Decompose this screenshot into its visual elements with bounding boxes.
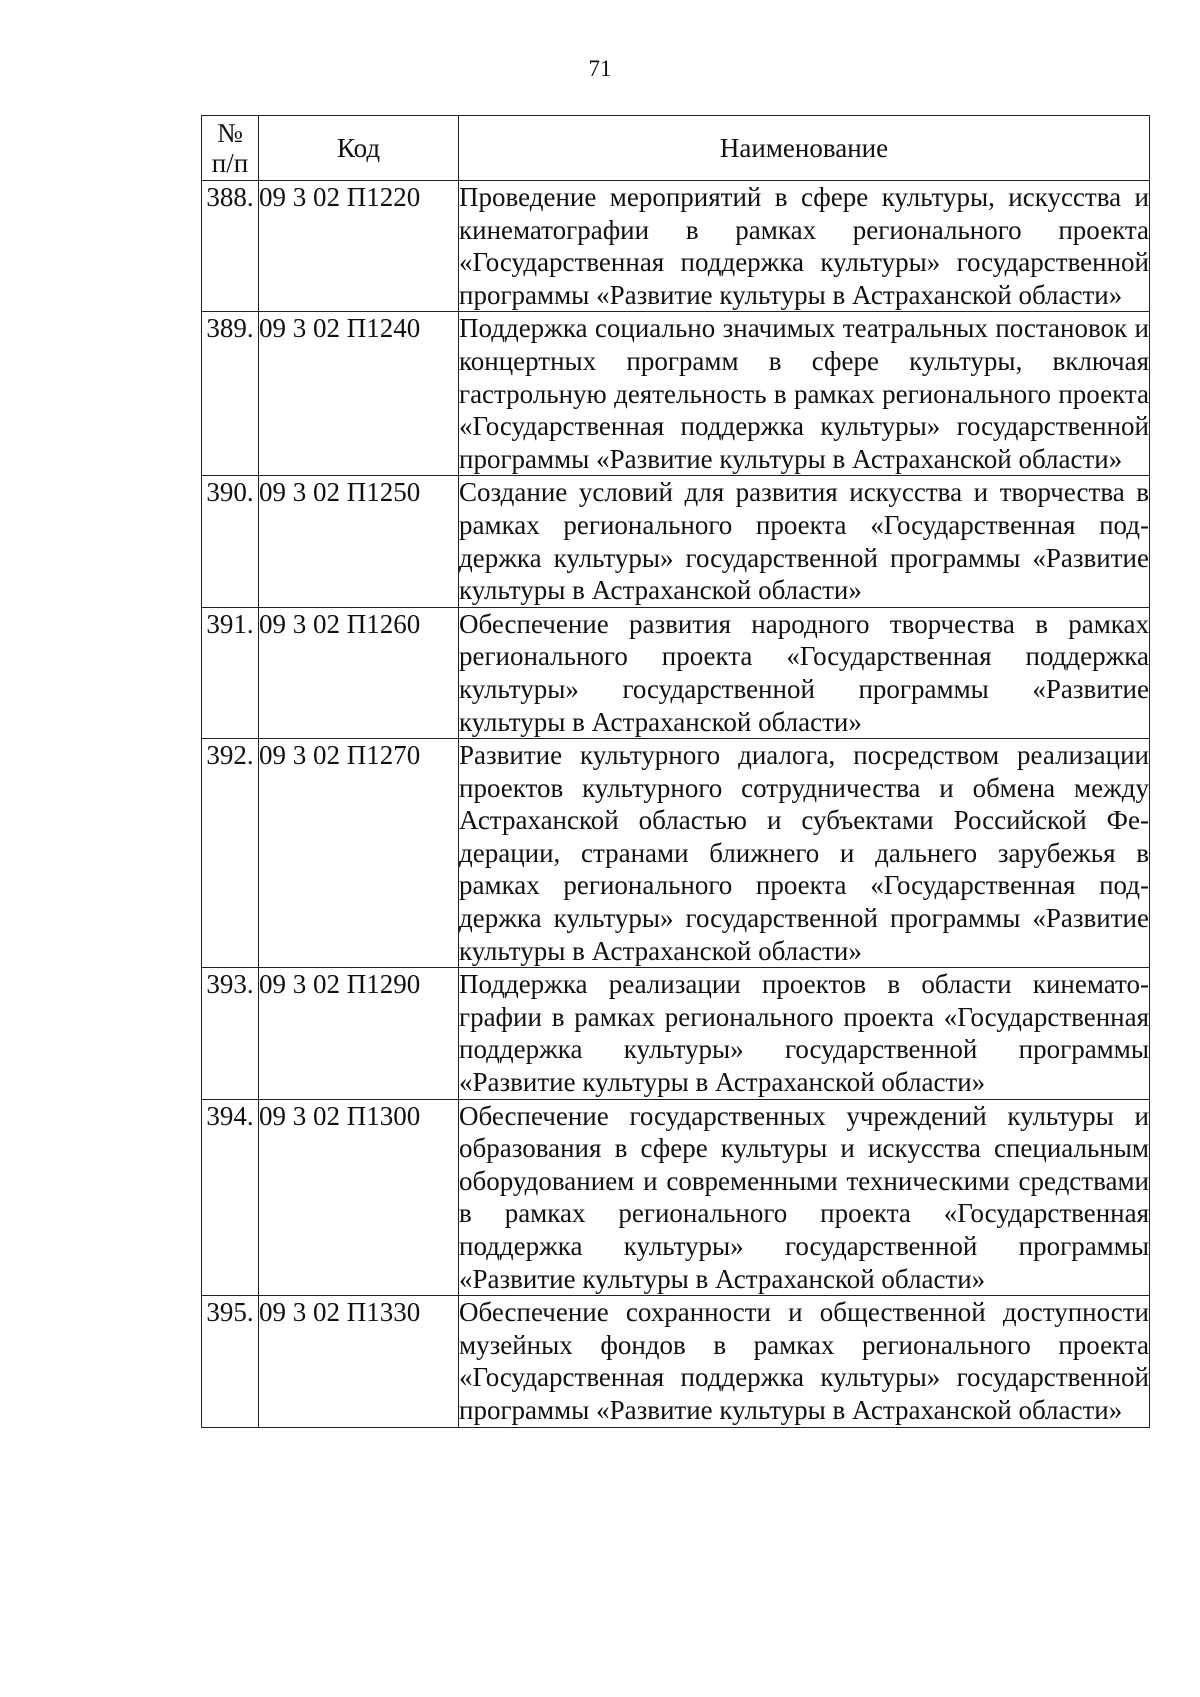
- header-name: Наименование: [459, 116, 1150, 181]
- table-row: [202, 739, 1150, 968]
- table-row: [202, 312, 1150, 476]
- row-name: Обеспечение государственных учреждений культуры и образования в сфере культуры и искусства специальным оборудованием и современными техническими средствами в рамках регионального проекта «Государственная поддержка культуры» государственной программы «Развитие культуры в Астраханской области»: [459, 1099, 1150, 1296]
- row-number: 390.: [202, 476, 259, 607]
- row-name: Развитие культурного диалога, посредством реализации проектов культурного сотрудничества и обмена между Астраханской областью и субъектами Российской Федерации, странами ближнего и дальнего зарубежья в рамках регионального проекта «Государственная поддержка культуры» государственной программы «Развитие культуры в Астраханской области»: [459, 739, 1150, 968]
- header-code: Код: [259, 116, 459, 181]
- row-number: 391.: [202, 607, 259, 738]
- row-name: Поддержка социально значимых театральных постановок и концертных программ в сфере культуры, включая гастрольную деятельность в рамках регионального проекта «Государственная поддержка культуры» государственной программы «Развитие культуры в Астраханской области»: [459, 312, 1150, 476]
- row-number: 393.: [202, 968, 259, 1099]
- header-number-sign: №: [217, 118, 243, 148]
- row-code: 09 3 02 П1270: [259, 739, 459, 968]
- row-number: 389.: [202, 312, 259, 476]
- row-code: 09 3 02 П1300: [259, 1099, 459, 1296]
- row-number: 394.: [202, 1099, 259, 1296]
- row-code: 09 3 02 П1250: [259, 476, 459, 607]
- row-name: Проведение мероприятий в сфере культуры, искусства и кинематографии в рамках регионального проекта «Государственная поддержка культуры» государственной программы «Развитие культуры в Астраханской области»: [459, 181, 1150, 312]
- row-code: 09 3 02 П1290: [259, 968, 459, 1099]
- row-name: Обеспечение сохранности и общественной доступности музейных фондов в рамках регионального проекта «Государственная поддержка культуры» государственной программы «Развитие культуры в Астраханской области»: [459, 1296, 1150, 1427]
- row-code: 09 3 02 П1240: [259, 312, 459, 476]
- row-code: 09 3 02 П1260: [259, 607, 459, 738]
- header-number-abbr: п/п: [211, 148, 249, 178]
- table-body: [202, 181, 1150, 1428]
- row-code: 09 3 02 П1220: [259, 181, 459, 312]
- table-header-row: [202, 116, 1150, 181]
- row-number: 388.: [202, 181, 259, 312]
- row-code: 09 3 02 П1330: [259, 1296, 459, 1427]
- table-row: [202, 968, 1150, 1099]
- row-number: 392.: [202, 739, 259, 968]
- table-row: [202, 607, 1150, 738]
- header-number: [202, 116, 259, 181]
- code-table: [201, 115, 1150, 1428]
- table-row: [202, 1296, 1150, 1427]
- table-row: [202, 1099, 1150, 1296]
- row-name: Обеспечение развития народного творчества в рамках регионального проекта «Государственная поддержка культуры» государственной программы «Развитие культуры в Астраханской области»: [459, 607, 1150, 738]
- table-row: [202, 181, 1150, 312]
- table-row: [202, 476, 1150, 607]
- page-number: 71: [588, 56, 612, 81]
- row-number: 395.: [202, 1296, 259, 1427]
- row-name: Поддержка реализации проектов в области кинематографии в рамках регионального проекта «Государственная поддержка культуры» государственной программы «Развитие культуры в Астраханской области»: [459, 968, 1150, 1099]
- row-name: Создание условий для развития искусства и творчества в рамках регионального проекта «Государственная поддержка культуры» государственной программы «Развитие культуры в Астраханской области»: [459, 476, 1150, 607]
